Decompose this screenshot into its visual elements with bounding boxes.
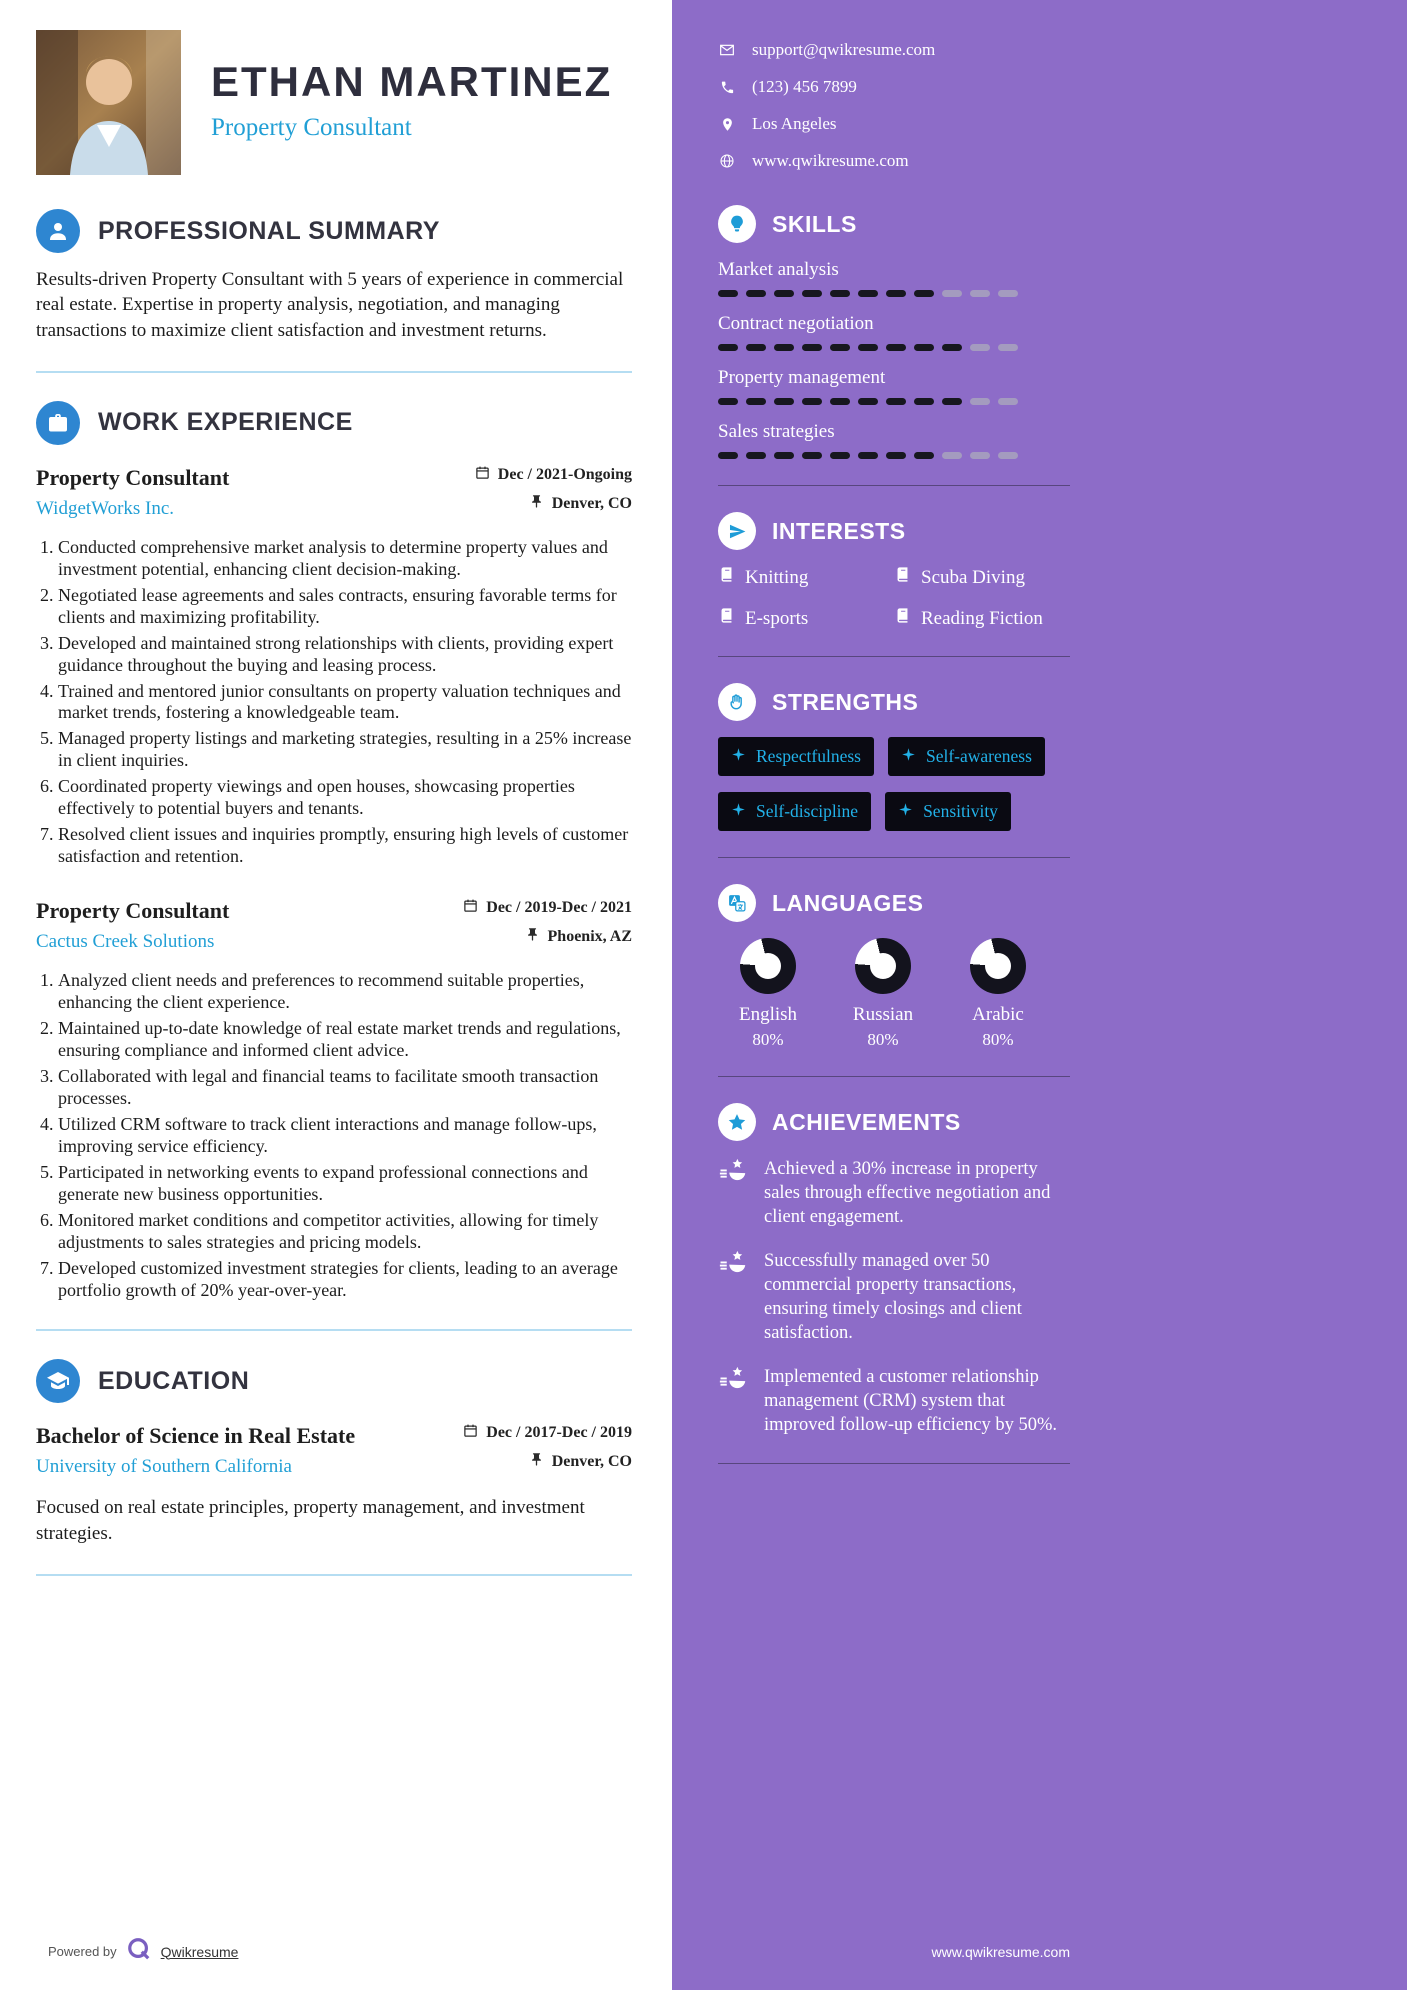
school: University of Southern California: [36, 1456, 292, 1478]
job-title: Property Consultant: [36, 464, 230, 490]
strength-pill: [888, 737, 1045, 776]
sparkle-icon: [731, 801, 746, 822]
strength-label: Self-awareness: [925, 746, 1032, 766]
job-entry: [36, 465, 632, 868]
interest-label: E-sports: [745, 607, 809, 629]
pushpin-icon: [529, 1452, 544, 1472]
briefcase-icon: [36, 401, 80, 445]
language-name: Arabic: [972, 1004, 1024, 1025]
strength-pill: [885, 792, 1011, 831]
language-donut: [740, 938, 796, 994]
strengths-list: [718, 737, 1070, 831]
education-section: [36, 1359, 632, 1546]
job-location: Phoenix, AZ: [547, 928, 632, 946]
strength-label: Respectfulness: [756, 746, 861, 766]
achievement-item: [718, 1249, 1070, 1345]
job-company: Cactus Creek Solutions: [36, 931, 215, 953]
skill-bar: [718, 398, 1070, 405]
language-donut: [970, 938, 1026, 994]
sidebar-divider: [718, 857, 1070, 858]
education-entry: [36, 1423, 632, 1546]
job-entry: [36, 898, 632, 1301]
job-dates: Dec / 2021-Ongoing: [497, 465, 632, 483]
globe-icon: [718, 153, 736, 169]
contact-phone-row: [718, 77, 1070, 97]
qwikresume-link[interactable]: Qwikresume: [160, 1943, 239, 1960]
powered-by-label: Powered by: [48, 1944, 117, 1959]
footer: [48, 1937, 238, 1966]
languages-list: [718, 938, 1048, 1050]
interest-label: Knitting: [745, 566, 809, 588]
mail-icon: [718, 42, 736, 58]
skill-item: [718, 259, 1070, 297]
language-percent: 80%: [867, 1030, 899, 1049]
skill-name: Market analysis: [718, 259, 839, 280]
job-dates-row: [475, 465, 632, 485]
degree: Bachelor of Science in Real Estate: [36, 1423, 356, 1449]
job-header: [36, 465, 632, 523]
job-meta: [475, 465, 632, 523]
skills-heading: SKILLS: [772, 210, 857, 237]
achievement-item: [718, 1365, 1070, 1437]
job-dates-row: [463, 898, 632, 918]
skill-item: [718, 367, 1070, 405]
book-icon: [894, 607, 911, 630]
pushpin-icon: [525, 927, 540, 947]
contact-website: www.qwikresume.com: [752, 151, 909, 170]
hand-star-icon: [718, 1157, 750, 1229]
job-bullet: 7. Resolved client issues and inquiries promptly, ensuring high levels of customer satisfaction and retention.: [58, 824, 632, 868]
achievement-text: Implemented a customer relationship management (CRM) system that improved follow-up efficiency by 50%.: [764, 1367, 1058, 1436]
language-item: [718, 938, 818, 1050]
phone-icon: [718, 80, 736, 95]
education-heading: EDUCATION: [98, 1366, 250, 1395]
education-header: [36, 1423, 632, 1481]
hand-star-icon: [718, 1249, 750, 1345]
sidebar-divider: [718, 656, 1070, 657]
calendar-icon: [463, 898, 478, 918]
sparkle-icon: [901, 746, 916, 767]
qwikresume-logo-icon: [127, 1937, 151, 1966]
languages-heading: LANGUAGES: [772, 889, 924, 916]
interests-section-header: [718, 512, 1070, 550]
summary-section: [36, 209, 632, 343]
language-percent: 80%: [752, 1030, 784, 1049]
education-location-row: [463, 1452, 632, 1472]
education-section-header: [36, 1359, 632, 1403]
strengths-heading: STRENGTHS: [772, 688, 919, 715]
calendar-icon: [463, 1423, 478, 1443]
calendar-icon: [475, 465, 490, 485]
contact-website-row: [718, 151, 1070, 171]
sidebar-divider: [718, 1076, 1070, 1077]
language-percent: 80%: [982, 1030, 1014, 1049]
skill-name: Sales strategies: [718, 421, 835, 442]
interest-item: [718, 607, 894, 630]
strengths-section: [718, 683, 1070, 831]
summary-heading: PROFESSIONAL SUMMARY: [98, 216, 440, 245]
summary-text: Results-driven Property Consultant with 5 years of experience in commercial real estate. Expertise in property analysis, negotiation, and managing transactions to maximize client satisfaction and investment returns.: [36, 269, 624, 341]
job-titles: [36, 898, 229, 953]
skill-name: Property management: [718, 367, 886, 388]
sidebar-divider: [718, 485, 1070, 486]
job-bullet: 7. Developed customized investment strategies for clients, leading to an average portfolio growth of 20% year-over-year.: [58, 1258, 632, 1302]
section-divider: [36, 1574, 632, 1576]
sidebar: [672, 0, 1407, 1990]
education-location: Denver, CO: [551, 1453, 632, 1471]
education-meta: [463, 1423, 632, 1481]
person-icon: [36, 209, 80, 253]
job-bullet: 2. Negotiated lease agreements and sales contracts, ensuring favorable terms for clients and maximizing profitability.: [58, 585, 632, 629]
job-bullet: 4. Trained and mentored junior consultants on property valuation techniques and market trends, fostering a knowledgeable team.: [58, 681, 632, 725]
skill-bar: [718, 290, 1070, 297]
job-bullets: [36, 537, 632, 868]
interests-section: [718, 512, 1070, 630]
job-bullet: 5. Participated in networking events to expand professional connections and generate new business opportunities.: [58, 1162, 632, 1206]
job-header: [36, 898, 632, 956]
interest-item: [718, 566, 894, 589]
sidebar-divider: [718, 1463, 1070, 1464]
work-section-header: [36, 401, 632, 445]
interests-heading: INTERESTS: [772, 517, 906, 544]
book-icon: [894, 566, 911, 589]
job-title: Property Consultant: [36, 898, 230, 924]
contact-location: Los Angeles: [752, 114, 837, 133]
contact-email: support@qwikresume.com: [752, 40, 936, 59]
candidate-name: ETHAN MARTINEZ: [211, 58, 613, 105]
book-icon: [718, 566, 735, 589]
job-meta: [463, 898, 632, 956]
interest-item: [894, 566, 1070, 589]
skills-section-header: [718, 205, 1070, 243]
interest-item: [894, 607, 1070, 630]
section-divider: [36, 1329, 632, 1331]
skill-item: [718, 421, 1070, 459]
achievements-section: [718, 1103, 1070, 1437]
job-bullet: 1. Conducted comprehensive market analysis to determine property values and investment potential, enhancing client decision-making.: [58, 537, 632, 581]
education-titles: [36, 1423, 355, 1478]
languages-section: [718, 884, 1070, 1050]
contact-block: [718, 40, 1070, 171]
job-dates: Dec / 2019-Dec / 2021: [486, 899, 632, 917]
contact-email-row: [718, 40, 1070, 60]
job-titles: [36, 465, 229, 520]
sidebar-website: www.qwikresume.com: [931, 1944, 1070, 1960]
language-name: Russian: [852, 1004, 914, 1025]
profile-photo: [36, 30, 181, 175]
job-bullet: 5. Managed property listings and marketing strategies, resulting in a 25% increase in client inquiries.: [58, 728, 632, 772]
achievement-text: Achieved a 30% increase in property sales through effective negotiation and client engagement.: [764, 1159, 1051, 1228]
strength-pill: [718, 737, 874, 776]
interest-label: Reading Fiction: [921, 607, 1043, 629]
contact-phone: (123) 456 7899: [752, 77, 857, 96]
section-divider: [36, 371, 632, 373]
skill-bar: [718, 344, 1070, 351]
language-name: English: [738, 1004, 798, 1025]
header: [36, 30, 632, 175]
hand-star-icon: [718, 1365, 750, 1437]
skill-item: [718, 313, 1070, 351]
interests-list: [718, 566, 1070, 630]
fist-icon: [718, 683, 756, 721]
achievements-heading: ACHIEVEMENTS: [772, 1108, 961, 1135]
sparkle-icon: [898, 801, 913, 822]
contact-location-row: [718, 114, 1070, 134]
education-description: Focused on real estate principles, property management, and investment strategies.: [36, 1497, 585, 1544]
job-bullet: 6. Coordinated property viewings and open houses, showcasing properties effectively to potential buyers and tenants.: [58, 776, 632, 820]
job-bullets: [36, 970, 632, 1301]
sidebar-content: [718, 40, 1070, 1464]
lightbulb-icon: [718, 205, 756, 243]
strength-label: Self-discipline: [756, 801, 859, 821]
education-dates-row: [463, 1423, 632, 1443]
job-company: WidgetWorks Inc.: [36, 497, 175, 519]
languages-section-header: [718, 884, 1070, 922]
achievements-section-header: [718, 1103, 1070, 1141]
education-dates: Dec / 2017-Dec / 2019: [486, 1424, 632, 1442]
interest-label: Scuba Diving: [921, 566, 1025, 588]
job-location-row: [475, 494, 632, 514]
achievement-item: [718, 1157, 1070, 1229]
candidate-title: Property Consultant: [211, 114, 412, 141]
book-icon: [718, 607, 735, 630]
language-donut: [855, 938, 911, 994]
sparkle-icon: [731, 746, 746, 767]
language-item: [833, 938, 933, 1050]
job-bullet: 3. Developed and maintained strong relationships with clients, providing expert guidance throughout the buying and leasing process.: [58, 633, 632, 677]
paper-plane-icon: [718, 512, 756, 550]
work-heading: WORK EXPERIENCE: [98, 408, 353, 437]
strength-pill: [718, 792, 871, 831]
job-bullet: 1. Analyzed client needs and preferences to recommend suitable properties, enhancing the client experience.: [58, 970, 632, 1014]
job-bullet: 3. Collaborated with legal and financial teams to facilitate smooth transaction processes.: [58, 1066, 632, 1110]
job-bullet: 6. Monitored market conditions and competitor activities, allowing for timely adjustments to sales strategies and pricing models.: [58, 1210, 632, 1254]
job-bullet: 2. Maintained up-to-date knowledge of real estate market trends and regulations, ensuring compliance and informed client advice.: [58, 1018, 632, 1062]
pin-icon: [718, 117, 736, 132]
star-icon: [718, 1103, 756, 1141]
summary-section-header: [36, 209, 632, 253]
job-location: Denver, CO: [551, 494, 632, 512]
skill-bar: [718, 452, 1070, 459]
skill-name: Contract negotiation: [718, 313, 874, 334]
main-column: [0, 0, 672, 1990]
graduation-cap-icon: [36, 1359, 80, 1403]
strengths-section-header: [718, 683, 1070, 721]
translate-icon: [718, 884, 756, 922]
work-section: [36, 401, 632, 1302]
language-item: [948, 938, 1048, 1050]
skills-section: [718, 205, 1070, 459]
identity-block: [211, 30, 612, 175]
achievement-text: Successfully managed over 50 commercial property transactions, ensuring timely closings and client satisfaction.: [764, 1251, 1022, 1344]
strength-label: Sensitivity: [923, 801, 998, 821]
job-location-row: [463, 927, 632, 947]
job-bullet: 4. Utilized CRM software to track client interactions and manage follow-ups, improving service efficiency.: [58, 1114, 632, 1158]
pushpin-icon: [529, 494, 544, 514]
